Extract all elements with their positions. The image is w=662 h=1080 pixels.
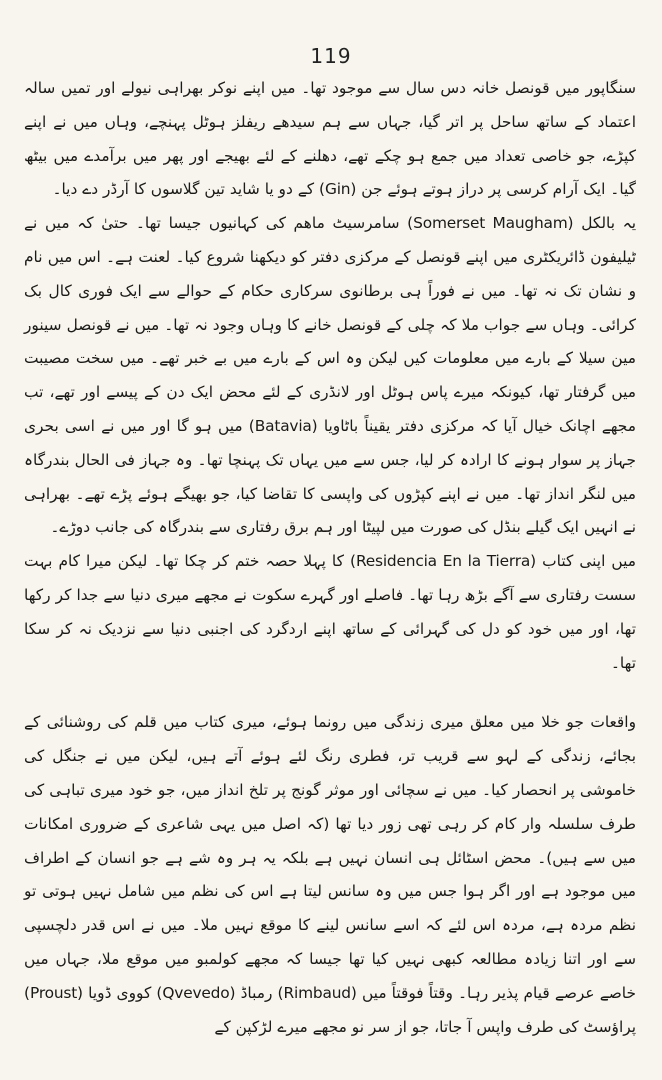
- paragraph-4: واقعات جو خلا میں معلق میری زندگی میں رونما ہوئے، میری کتاب میں قلم کی روشنائی کے بجائے، زندگی کے لہو سے قریب تر، فطری رنگ لئے ہوئے آتے ہیں، لیکن میں نے جنگل کی خاموشی پر انحصار کیا۔ میں نے سچائی اور موثر گونج پر تلخ انداز میں، جو خود میری تباہی کی طرف سلسلہ وار کام کر رہی تھی زور دیا تھا (کہ اصل میں یہی شاعری کے ضروری امکانات میں سے ہیں)۔ محض اسٹائل ہی انسان نہیں ہے بلکہ یہ ہر وہ شے ہے جو انسان کے اطراف میں موجود ہے اور اگر ہوا جس میں وہ سانس لیتا ہے اس کی نظم میں شامل نہیں ہوتی تو نظم مردہ ہے، مردہ اس لئے کہ اسے سانس لینے کا موقع نہیں ملا۔ میں نے اس قدر دلچسپی سے اور اتنا زیادہ مطالعہ کبھی نہیں کیا تھا جیسا کہ مجھے کولمبو میں موقع ملا، جہاں میں خاصے عرصے قیام پذیر رہا۔ وقتاً فوقتاً میں (Rimbaud) رمباڈ (Qvevedo) کووی ڈویا (Proust) پراؤسٹ کی طرف واپس آ جاتا، جو از سر نو مجھے میرے لڑکپن کے: [24, 713, 636, 1036]
- paragraph-3: میں اپنی کتاب (Residencia En la Tierra) کا پہلا حصہ ختم کر چکا تھا۔ لیکن میرا کام بہت سست رفتاری سے آگے بڑھ رہا تھا۔ فاصلے اور گہرے سکوت نے مجھے میری دنیا سے جدا کر رکھا تھا، اور میں خود کو دل کی گہرائی کے ساتھ اپنے اردگرد کی اجنبی دنیا سے نزدیک نہ کر سکا تھا۔: [24, 552, 636, 672]
- body-text: [24, 72, 636, 1044]
- paragraph-2: یہ بالکل (Somerset Maugham) سامرسیٹ ماھم کی کہانیوں جیسا تھا۔ حتیٰ کہ میں نے ٹیلیفون ڈائریکٹری میں اپنے قونصل کے مرکزی دفتر کو دیکھنا شروع کیا۔ لعنت ہے۔ اس میں نام و نشان تک نہ تھا۔ میں نے فوراً ہی برطانوی سرکاری حکام کے حوالے سے ایک فوری کال بک کرائی۔ وہاں سے جواب ملا کہ چلی کے قونصل خانے کا وہاں وجود نہ تھا۔ میں نے قونصل سینور مین سیلا کے بارے میں معلومات کیں لیکن وہ اس کے بارے میں بے خبر تھے۔ میں سخت مصیبت میں گرفتار تھا، کیونکہ میرے پاس ہوٹل اور لانڈری کے لئے محض ایک دن کے پیسے اور تھے، تب مجھے اچانک خیال آیا کہ مرکزی دفتر یقیناً باٹاویا (Batavia) میں ہو گا اور میں نے اسی بحری جہاز پر سوار ہونے کا ارادہ کر لیا، جس سے میں یہاں تک پہنچا تھا۔ وہ جہاز فی الحال بندرگاہ میں لنگر انداز تھا۔ میں نے اپنے کپڑوں کی واپسی کا تقاضا کیا، جو بھیگے ہوئے پڑے تھے۔ بھراہی نے انہیں ایک گیلے بنڈل کی صورت میں لپیٹا اور ہم برق رفتاری سے بندرگاہ کی جانب دوڑے۔: [24, 214, 636, 537]
- page-number: 119: [310, 44, 352, 68]
- paragraph-1: سنگاپور میں قونصل خانہ دس سال سے موجود تھا۔ میں اپنے نوکر بھراہی نیولے اور تمیں سالہ اعتماد کے ساتھ ساحل پر اتر گیا، جہاں سے ہم سیدھے ریفلز ہوٹل پہنچے، وہاں میں نے اپنے کپڑے، جو خاصی تعداد میں جمع ہو چکے تھے، دھلنے کے لئے بھیجے اور پھر میں برآمدے میں بیٹھ گیا۔ ایک آرام کرسی پر دراز ہوتے ہوئے جن (Gin) کے دو یا شاید تین گلاسوں کا آرڈر دے دیا۔: [24, 79, 636, 199]
